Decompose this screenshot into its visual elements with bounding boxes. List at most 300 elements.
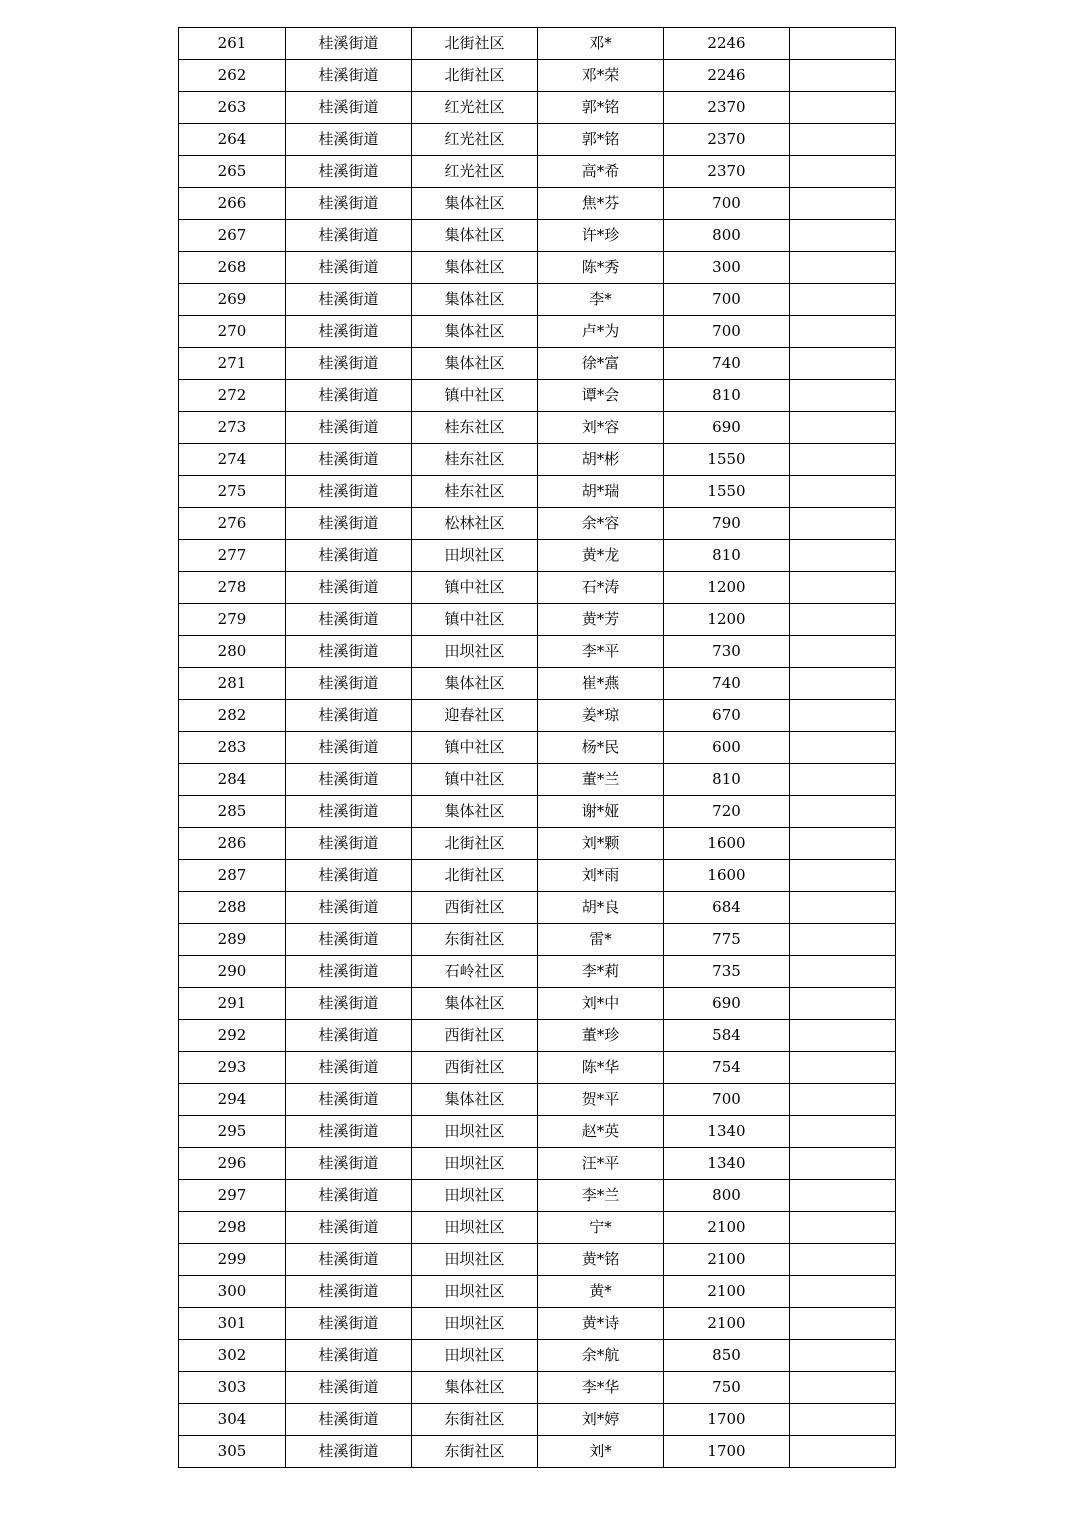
street-cell: 桂溪街道 — [286, 540, 412, 572]
note-cell — [790, 540, 896, 572]
table-row — [179, 828, 896, 860]
street-cell: 桂溪街道 — [286, 572, 412, 604]
community-cell: 田坝社区 — [412, 1148, 538, 1180]
row-number-cell: 273 — [179, 412, 286, 444]
name-cell: 陈*秀 — [538, 252, 664, 284]
street-cell: 桂溪街道 — [286, 860, 412, 892]
table-row — [179, 1116, 896, 1148]
name-cell: 李* — [538, 284, 664, 316]
name-cell: 汪*平 — [538, 1148, 664, 1180]
street-cell: 桂溪街道 — [286, 60, 412, 92]
row-number-cell: 281 — [179, 668, 286, 700]
street-cell: 桂溪街道 — [286, 1244, 412, 1276]
row-number-cell: 302 — [179, 1340, 286, 1372]
table-row — [179, 764, 896, 796]
row-number-cell: 301 — [179, 1308, 286, 1340]
note-cell — [790, 1180, 896, 1212]
street-cell: 桂溪街道 — [286, 732, 412, 764]
note-cell — [790, 412, 896, 444]
community-cell: 西街社区 — [412, 892, 538, 924]
note-cell — [790, 284, 896, 316]
name-cell: 余*航 — [538, 1340, 664, 1372]
roster-table — [178, 27, 896, 1468]
name-cell: 邓*荣 — [538, 60, 664, 92]
name-cell: 董*珍 — [538, 1020, 664, 1052]
table-row — [179, 956, 896, 988]
row-number-cell: 268 — [179, 252, 286, 284]
community-cell: 田坝社区 — [412, 1276, 538, 1308]
amount-cell: 1200 — [664, 572, 790, 604]
name-cell: 高*希 — [538, 156, 664, 188]
note-cell — [790, 1276, 896, 1308]
note-cell — [790, 892, 896, 924]
name-cell: 李*莉 — [538, 956, 664, 988]
note-cell — [790, 604, 896, 636]
street-cell: 桂溪街道 — [286, 412, 412, 444]
street-cell: 桂溪街道 — [286, 828, 412, 860]
table-row — [179, 1052, 896, 1084]
amount-cell: 1200 — [664, 604, 790, 636]
note-cell — [790, 828, 896, 860]
community-cell: 镇中社区 — [412, 604, 538, 636]
name-cell: 刘* — [538, 1436, 664, 1468]
table-row — [179, 284, 896, 316]
table-row — [179, 732, 896, 764]
street-cell: 桂溪街道 — [286, 1308, 412, 1340]
table-row — [179, 1212, 896, 1244]
amount-cell: 1340 — [664, 1148, 790, 1180]
amount-cell: 1700 — [664, 1404, 790, 1436]
note-cell — [790, 220, 896, 252]
row-number-cell: 283 — [179, 732, 286, 764]
community-cell: 田坝社区 — [412, 1180, 538, 1212]
name-cell: 余*容 — [538, 508, 664, 540]
table-row — [179, 1276, 896, 1308]
table-row — [179, 572, 896, 604]
note-cell — [790, 252, 896, 284]
table-row — [179, 1340, 896, 1372]
community-cell: 集体社区 — [412, 252, 538, 284]
row-number-cell: 295 — [179, 1116, 286, 1148]
community-cell: 田坝社区 — [412, 636, 538, 668]
name-cell: 李*平 — [538, 636, 664, 668]
note-cell — [790, 700, 896, 732]
amount-cell: 700 — [664, 316, 790, 348]
row-number-cell: 291 — [179, 988, 286, 1020]
table-row — [179, 476, 896, 508]
table-row — [179, 252, 896, 284]
community-cell: 镇中社区 — [412, 380, 538, 412]
row-number-cell: 272 — [179, 380, 286, 412]
row-number-cell: 267 — [179, 220, 286, 252]
table-row — [179, 540, 896, 572]
community-cell: 桂东社区 — [412, 476, 538, 508]
street-cell: 桂溪街道 — [286, 220, 412, 252]
note-cell — [790, 476, 896, 508]
community-cell: 松林社区 — [412, 508, 538, 540]
street-cell: 桂溪街道 — [286, 284, 412, 316]
amount-cell: 1340 — [664, 1116, 790, 1148]
name-cell: 雷* — [538, 924, 664, 956]
table-row — [179, 1180, 896, 1212]
name-cell: 刘*婷 — [538, 1404, 664, 1436]
community-cell: 集体社区 — [412, 796, 538, 828]
name-cell: 刘*雨 — [538, 860, 664, 892]
amount-cell: 720 — [664, 796, 790, 828]
community-cell: 石岭社区 — [412, 956, 538, 988]
name-cell: 姜*琼 — [538, 700, 664, 732]
amount-cell: 810 — [664, 540, 790, 572]
note-cell — [790, 1404, 896, 1436]
street-cell: 桂溪街道 — [286, 924, 412, 956]
amount-cell: 2370 — [664, 92, 790, 124]
amount-cell: 2370 — [664, 124, 790, 156]
note-cell — [790, 1116, 896, 1148]
community-cell: 桂东社区 — [412, 444, 538, 476]
row-number-cell: 261 — [179, 28, 286, 60]
street-cell: 桂溪街道 — [286, 444, 412, 476]
amount-cell: 1700 — [664, 1436, 790, 1468]
street-cell: 桂溪街道 — [286, 476, 412, 508]
community-cell: 集体社区 — [412, 668, 538, 700]
amount-cell: 775 — [664, 924, 790, 956]
table-row — [179, 380, 896, 412]
table-row — [179, 860, 896, 892]
note-cell — [790, 1340, 896, 1372]
name-cell: 郭*铭 — [538, 124, 664, 156]
street-cell: 桂溪街道 — [286, 1340, 412, 1372]
note-cell — [790, 572, 896, 604]
amount-cell: 670 — [664, 700, 790, 732]
note-cell — [790, 380, 896, 412]
amount-cell: 700 — [664, 188, 790, 220]
row-number-cell: 304 — [179, 1404, 286, 1436]
table-row — [179, 188, 896, 220]
community-cell: 镇中社区 — [412, 764, 538, 796]
amount-cell: 2246 — [664, 28, 790, 60]
amount-cell: 700 — [664, 1084, 790, 1116]
row-number-cell: 270 — [179, 316, 286, 348]
name-cell: 陈*华 — [538, 1052, 664, 1084]
amount-cell: 1550 — [664, 444, 790, 476]
name-cell: 赵*英 — [538, 1116, 664, 1148]
table-row — [179, 1148, 896, 1180]
name-cell: 胡*彬 — [538, 444, 664, 476]
name-cell: 黄*诗 — [538, 1308, 664, 1340]
table-row — [179, 508, 896, 540]
street-cell: 桂溪街道 — [286, 636, 412, 668]
table-row — [179, 220, 896, 252]
table-row — [179, 412, 896, 444]
table-row — [179, 1404, 896, 1436]
table-row — [179, 1244, 896, 1276]
note-cell — [790, 668, 896, 700]
community-cell: 西街社区 — [412, 1020, 538, 1052]
note-cell — [790, 1308, 896, 1340]
note-cell — [790, 444, 896, 476]
name-cell: 焦*芬 — [538, 188, 664, 220]
name-cell: 胡*瑞 — [538, 476, 664, 508]
street-cell: 桂溪街道 — [286, 380, 412, 412]
street-cell: 桂溪街道 — [286, 1148, 412, 1180]
name-cell: 李*兰 — [538, 1180, 664, 1212]
table-row — [179, 988, 896, 1020]
table-row — [179, 892, 896, 924]
note-cell — [790, 988, 896, 1020]
row-number-cell: 275 — [179, 476, 286, 508]
street-cell: 桂溪街道 — [286, 1084, 412, 1116]
community-cell: 田坝社区 — [412, 1308, 538, 1340]
note-cell — [790, 124, 896, 156]
community-cell: 东街社区 — [412, 924, 538, 956]
row-number-cell: 278 — [179, 572, 286, 604]
community-cell: 迎春社区 — [412, 700, 538, 732]
amount-cell: 800 — [664, 220, 790, 252]
table-row — [179, 1308, 896, 1340]
amount-cell: 850 — [664, 1340, 790, 1372]
community-cell: 西街社区 — [412, 1052, 538, 1084]
note-cell — [790, 188, 896, 220]
name-cell: 李*华 — [538, 1372, 664, 1404]
community-cell: 红光社区 — [412, 92, 538, 124]
note-cell — [790, 508, 896, 540]
name-cell: 黄*芳 — [538, 604, 664, 636]
row-number-cell: 289 — [179, 924, 286, 956]
community-cell: 田坝社区 — [412, 1116, 538, 1148]
note-cell — [790, 156, 896, 188]
street-cell: 桂溪街道 — [286, 956, 412, 988]
name-cell: 黄*铭 — [538, 1244, 664, 1276]
community-cell: 桂东社区 — [412, 412, 538, 444]
row-number-cell: 292 — [179, 1020, 286, 1052]
street-cell: 桂溪街道 — [286, 348, 412, 380]
name-cell: 董*兰 — [538, 764, 664, 796]
table-row — [179, 604, 896, 636]
roster-table-body — [179, 28, 896, 1468]
street-cell: 桂溪街道 — [286, 1212, 412, 1244]
community-cell: 红光社区 — [412, 124, 538, 156]
row-number-cell: 266 — [179, 188, 286, 220]
note-cell — [790, 636, 896, 668]
street-cell: 桂溪街道 — [286, 796, 412, 828]
table-row — [179, 700, 896, 732]
note-cell — [790, 1436, 896, 1468]
note-cell — [790, 1052, 896, 1084]
street-cell: 桂溪街道 — [286, 1372, 412, 1404]
street-cell: 桂溪街道 — [286, 1436, 412, 1468]
table-row — [179, 1084, 896, 1116]
street-cell: 桂溪街道 — [286, 252, 412, 284]
note-cell — [790, 316, 896, 348]
amount-cell: 2100 — [664, 1276, 790, 1308]
name-cell: 许*珍 — [538, 220, 664, 252]
name-cell: 黄* — [538, 1276, 664, 1308]
name-cell: 宁* — [538, 1212, 664, 1244]
note-cell — [790, 1372, 896, 1404]
amount-cell: 735 — [664, 956, 790, 988]
amount-cell: 690 — [664, 988, 790, 1020]
table-row — [179, 444, 896, 476]
name-cell: 徐*富 — [538, 348, 664, 380]
name-cell: 胡*良 — [538, 892, 664, 924]
row-number-cell: 293 — [179, 1052, 286, 1084]
amount-cell: 2100 — [664, 1308, 790, 1340]
community-cell: 集体社区 — [412, 316, 538, 348]
name-cell: 杨*民 — [538, 732, 664, 764]
amount-cell: 1600 — [664, 828, 790, 860]
street-cell: 桂溪街道 — [286, 1404, 412, 1436]
note-cell — [790, 60, 896, 92]
table-row — [179, 92, 896, 124]
row-number-cell: 287 — [179, 860, 286, 892]
community-cell: 东街社区 — [412, 1436, 538, 1468]
amount-cell: 2370 — [664, 156, 790, 188]
street-cell: 桂溪街道 — [286, 316, 412, 348]
name-cell: 邓* — [538, 28, 664, 60]
table-row — [179, 924, 896, 956]
row-number-cell: 279 — [179, 604, 286, 636]
note-cell — [790, 732, 896, 764]
community-cell: 集体社区 — [412, 188, 538, 220]
amount-cell: 754 — [664, 1052, 790, 1084]
row-number-cell: 262 — [179, 60, 286, 92]
amount-cell: 740 — [664, 348, 790, 380]
row-number-cell: 264 — [179, 124, 286, 156]
community-cell: 北街社区 — [412, 828, 538, 860]
community-cell: 红光社区 — [412, 156, 538, 188]
community-cell: 田坝社区 — [412, 1212, 538, 1244]
street-cell: 桂溪街道 — [286, 764, 412, 796]
name-cell: 贺*平 — [538, 1084, 664, 1116]
community-cell: 镇中社区 — [412, 732, 538, 764]
table-row — [179, 668, 896, 700]
street-cell: 桂溪街道 — [286, 28, 412, 60]
amount-cell: 1600 — [664, 860, 790, 892]
row-number-cell: 299 — [179, 1244, 286, 1276]
note-cell — [790, 1212, 896, 1244]
note-cell — [790, 956, 896, 988]
table-row — [179, 1436, 896, 1468]
table-row — [179, 60, 896, 92]
amount-cell: 690 — [664, 412, 790, 444]
community-cell: 集体社区 — [412, 988, 538, 1020]
amount-cell: 300 — [664, 252, 790, 284]
row-number-cell: 298 — [179, 1212, 286, 1244]
note-cell — [790, 1020, 896, 1052]
street-cell: 桂溪街道 — [286, 1052, 412, 1084]
community-cell: 集体社区 — [412, 348, 538, 380]
row-number-cell: 277 — [179, 540, 286, 572]
row-number-cell: 280 — [179, 636, 286, 668]
note-cell — [790, 1084, 896, 1116]
row-number-cell: 265 — [179, 156, 286, 188]
amount-cell: 800 — [664, 1180, 790, 1212]
row-number-cell: 282 — [179, 700, 286, 732]
community-cell: 集体社区 — [412, 220, 538, 252]
community-cell: 镇中社区 — [412, 572, 538, 604]
street-cell: 桂溪街道 — [286, 92, 412, 124]
row-number-cell: 303 — [179, 1372, 286, 1404]
amount-cell: 2246 — [664, 60, 790, 92]
row-number-cell: 271 — [179, 348, 286, 380]
amount-cell: 740 — [664, 668, 790, 700]
street-cell: 桂溪街道 — [286, 700, 412, 732]
note-cell — [790, 860, 896, 892]
row-number-cell: 274 — [179, 444, 286, 476]
table-row — [179, 796, 896, 828]
street-cell: 桂溪街道 — [286, 604, 412, 636]
row-number-cell: 305 — [179, 1436, 286, 1468]
row-number-cell: 296 — [179, 1148, 286, 1180]
name-cell: 谢*娅 — [538, 796, 664, 828]
table-row — [179, 124, 896, 156]
community-cell: 田坝社区 — [412, 1340, 538, 1372]
row-number-cell: 286 — [179, 828, 286, 860]
table-row — [179, 1020, 896, 1052]
street-cell: 桂溪街道 — [286, 1180, 412, 1212]
name-cell: 刘*容 — [538, 412, 664, 444]
note-cell — [790, 348, 896, 380]
amount-cell: 2100 — [664, 1212, 790, 1244]
note-cell — [790, 92, 896, 124]
amount-cell: 750 — [664, 1372, 790, 1404]
community-cell: 集体社区 — [412, 1372, 538, 1404]
community-cell: 北街社区 — [412, 860, 538, 892]
row-number-cell: 263 — [179, 92, 286, 124]
row-number-cell: 290 — [179, 956, 286, 988]
table-row — [179, 348, 896, 380]
community-cell: 东街社区 — [412, 1404, 538, 1436]
street-cell: 桂溪街道 — [286, 156, 412, 188]
community-cell: 集体社区 — [412, 284, 538, 316]
row-number-cell: 297 — [179, 1180, 286, 1212]
row-number-cell: 285 — [179, 796, 286, 828]
community-cell: 北街社区 — [412, 60, 538, 92]
street-cell: 桂溪街道 — [286, 124, 412, 156]
row-number-cell: 294 — [179, 1084, 286, 1116]
street-cell: 桂溪街道 — [286, 1020, 412, 1052]
note-cell — [790, 1244, 896, 1276]
community-cell: 北街社区 — [412, 28, 538, 60]
table-row — [179, 28, 896, 60]
street-cell: 桂溪街道 — [286, 988, 412, 1020]
amount-cell: 810 — [664, 380, 790, 412]
table-row — [179, 316, 896, 348]
row-number-cell: 276 — [179, 508, 286, 540]
amount-cell: 1550 — [664, 476, 790, 508]
row-number-cell: 300 — [179, 1276, 286, 1308]
amount-cell: 600 — [664, 732, 790, 764]
name-cell: 刘*中 — [538, 988, 664, 1020]
note-cell — [790, 1148, 896, 1180]
street-cell: 桂溪街道 — [286, 1116, 412, 1148]
name-cell: 黄*龙 — [538, 540, 664, 572]
note-cell — [790, 764, 896, 796]
street-cell: 桂溪街道 — [286, 668, 412, 700]
note-cell — [790, 796, 896, 828]
amount-cell: 790 — [664, 508, 790, 540]
community-cell: 集体社区 — [412, 1084, 538, 1116]
amount-cell: 700 — [664, 284, 790, 316]
street-cell: 桂溪街道 — [286, 1276, 412, 1308]
row-number-cell: 288 — [179, 892, 286, 924]
note-cell — [790, 924, 896, 956]
row-number-cell: 269 — [179, 284, 286, 316]
name-cell: 谭*会 — [538, 380, 664, 412]
community-cell: 田坝社区 — [412, 1244, 538, 1276]
name-cell: 郭*铭 — [538, 92, 664, 124]
amount-cell: 810 — [664, 764, 790, 796]
